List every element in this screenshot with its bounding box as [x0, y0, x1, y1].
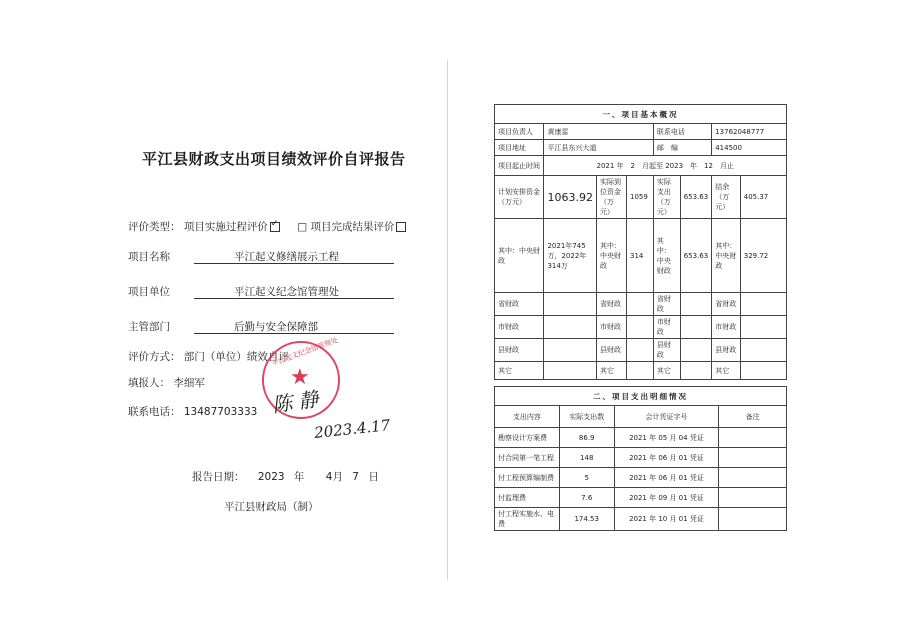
other-label-3: 其它: [653, 362, 680, 380]
row-note: [719, 468, 787, 488]
dept-label: 主管部门: [128, 321, 170, 333]
phone-row: [128, 404, 257, 419]
year-char: 年: [293, 471, 305, 483]
city-label-2: 市财政: [596, 316, 626, 339]
row-amount: 148: [559, 448, 614, 468]
row-content: 勘察设计方案费: [495, 428, 560, 448]
basic-info-table: [494, 104, 787, 380]
star-icon: ★: [290, 365, 310, 390]
central-bal-value: 329.72: [740, 219, 786, 293]
report-title: 平江县财政支出项目绩效评价自评报告: [142, 150, 406, 168]
phone-value: 13762048777: [712, 124, 787, 140]
row-content: 付工程实施水、电费: [495, 508, 560, 531]
checkbox-empty-icon[interactable]: [396, 222, 406, 232]
address-value: 平江县东兴大道: [544, 140, 653, 156]
city-label-3: 市财政: [653, 316, 680, 339]
col-content-header: 支出内容: [495, 406, 560, 428]
table-row: [495, 508, 787, 531]
dept-value: 后勤与安全保障部: [234, 321, 318, 333]
project-name-line: [194, 249, 394, 264]
phone-label: 联系电话: [653, 124, 711, 140]
filler-row: [128, 375, 205, 390]
col-amount-header: 实际支出数: [559, 406, 614, 428]
project-name-label: 项目名称: [128, 251, 170, 263]
report-date-row: [192, 469, 379, 484]
plan-value: 1063.92: [544, 176, 597, 219]
report-day: 7: [352, 471, 359, 483]
post-value: 414500: [712, 140, 787, 156]
row-amount: 86.9: [559, 428, 614, 448]
county-label-3: 县财政: [653, 339, 680, 362]
project-unit-value: 平江起义纪念馆管理处: [234, 286, 339, 298]
report-month: 4月: [325, 471, 343, 483]
filler-value: 李细军: [173, 377, 205, 389]
row-voucher: 2021 年 10 月 01 凭证: [614, 508, 719, 531]
county-label: 县财政: [495, 339, 544, 362]
central-out-value: 653.63: [680, 219, 712, 293]
handwritten-date: 2023.4.17: [313, 416, 392, 442]
filler-label: 填报人：: [128, 377, 170, 389]
row-voucher: 2021 年 06 月 01 凭证: [614, 448, 719, 468]
owner-value: 黄康雷: [544, 124, 653, 140]
section-basic-info: 一、项目基本概况: [495, 105, 787, 124]
handwritten-signature: 陈 静: [270, 386, 321, 418]
period-value: 2021 年 2 月起至 2023 年 12 月止: [544, 156, 787, 176]
page-fold: [447, 60, 448, 580]
row-content: 付合同第一笔工程: [495, 448, 560, 468]
city-label: 市财政: [495, 316, 544, 339]
report-year: 2023: [257, 471, 285, 483]
province-label: 省财政: [495, 293, 544, 316]
row-content: 付工程预算编制费: [495, 468, 560, 488]
row-note: [719, 428, 787, 448]
seal-text: 平江起义纪念馆管理处: [270, 336, 340, 368]
phone-label: 联系电话：: [128, 406, 181, 418]
table-row: [495, 428, 787, 448]
eval-method: 评价方式： 部门（单位）绩效自评: [128, 351, 289, 363]
row-note: [719, 448, 787, 468]
central-in-value: 314: [627, 219, 654, 293]
dept-line: [194, 319, 394, 334]
central-label: 其中：中央财政: [495, 219, 544, 293]
issuer: 平江县财政局（制）: [224, 501, 319, 513]
table-row: [495, 468, 787, 488]
row-note: [719, 488, 787, 508]
post-label: 邮 编: [653, 140, 711, 156]
expense-detail-table: [494, 386, 787, 531]
central-plan: 2021年745万，2022年314万: [544, 219, 597, 293]
row-amount: 7.6: [559, 488, 614, 508]
central-bal-label: 其中：中央财政: [712, 219, 741, 293]
phone-value: 13487703333: [183, 406, 258, 418]
other-label-4: 其它: [712, 362, 741, 380]
other-label: 其它: [495, 362, 544, 380]
project-unit-label: 项目单位: [128, 286, 170, 298]
actual-out-label: 实际支出（万元）: [653, 176, 680, 219]
row-amount: 5: [559, 468, 614, 488]
central-out-label: 其中：中央财政: [653, 219, 680, 293]
row-amount: 174.53: [559, 508, 614, 531]
col-voucher-header: 会计凭证字号: [614, 406, 719, 428]
address-label: 项目地址: [495, 140, 544, 156]
balance-label: 结余（万元）: [712, 176, 741, 219]
eval-type-label: 评价类型：: [128, 221, 181, 233]
other-label-2: 其它: [596, 362, 626, 380]
actual-out-value: 653.63: [680, 176, 712, 219]
project-name-value: 平江起义修缮展示工程: [234, 251, 339, 263]
actual-in-value: 1059: [627, 176, 654, 219]
actual-in-label: 实际到位资金（万元）: [596, 176, 626, 219]
cover-page: [82, 56, 442, 576]
eval-type-option-result: 项目完成结果评价: [310, 221, 395, 233]
project-unit-line: [194, 284, 394, 299]
report-date-label: 报告日期：: [192, 471, 245, 483]
row-voucher: 2021 年 06 月 01 凭证: [614, 468, 719, 488]
row-content: 付监理费: [495, 488, 560, 508]
plan-label: 计划安排资金（万元）: [495, 176, 544, 219]
row-voucher: 2021 年 05 月 04 凭证: [614, 428, 719, 448]
county-label-2: 县财政: [596, 339, 626, 362]
city-label-4: 市财政: [712, 316, 741, 339]
eval-type-row: [128, 219, 406, 234]
col-note-header: 备注: [719, 406, 787, 428]
detail-page: [452, 56, 872, 576]
row-note: [719, 508, 787, 531]
checkbox-square-icon: □: [297, 221, 308, 233]
eval-type-option-process: 项目实施过程评价: [183, 221, 268, 233]
checkbox-checked-icon[interactable]: [270, 222, 280, 232]
balance-value: 405.37: [740, 176, 786, 219]
province-label-3: 省财政: [653, 293, 680, 316]
period-label: 项目起止时间: [495, 156, 544, 176]
section-expense-detail: 二、项目支出明细情况: [495, 387, 787, 406]
county-label-4: 县财政: [712, 339, 741, 362]
table-row: [495, 448, 787, 468]
central-in-label: 其中：中央财政: [596, 219, 626, 293]
owner-label: 项目负责人: [495, 124, 544, 140]
row-voucher: 2021 年 09 月 01 凭证: [614, 488, 719, 508]
table-row: [495, 488, 787, 508]
province-label-2: 省财政: [596, 293, 626, 316]
province-label-4: 省财政: [712, 293, 741, 316]
day-char: 日: [368, 471, 379, 483]
